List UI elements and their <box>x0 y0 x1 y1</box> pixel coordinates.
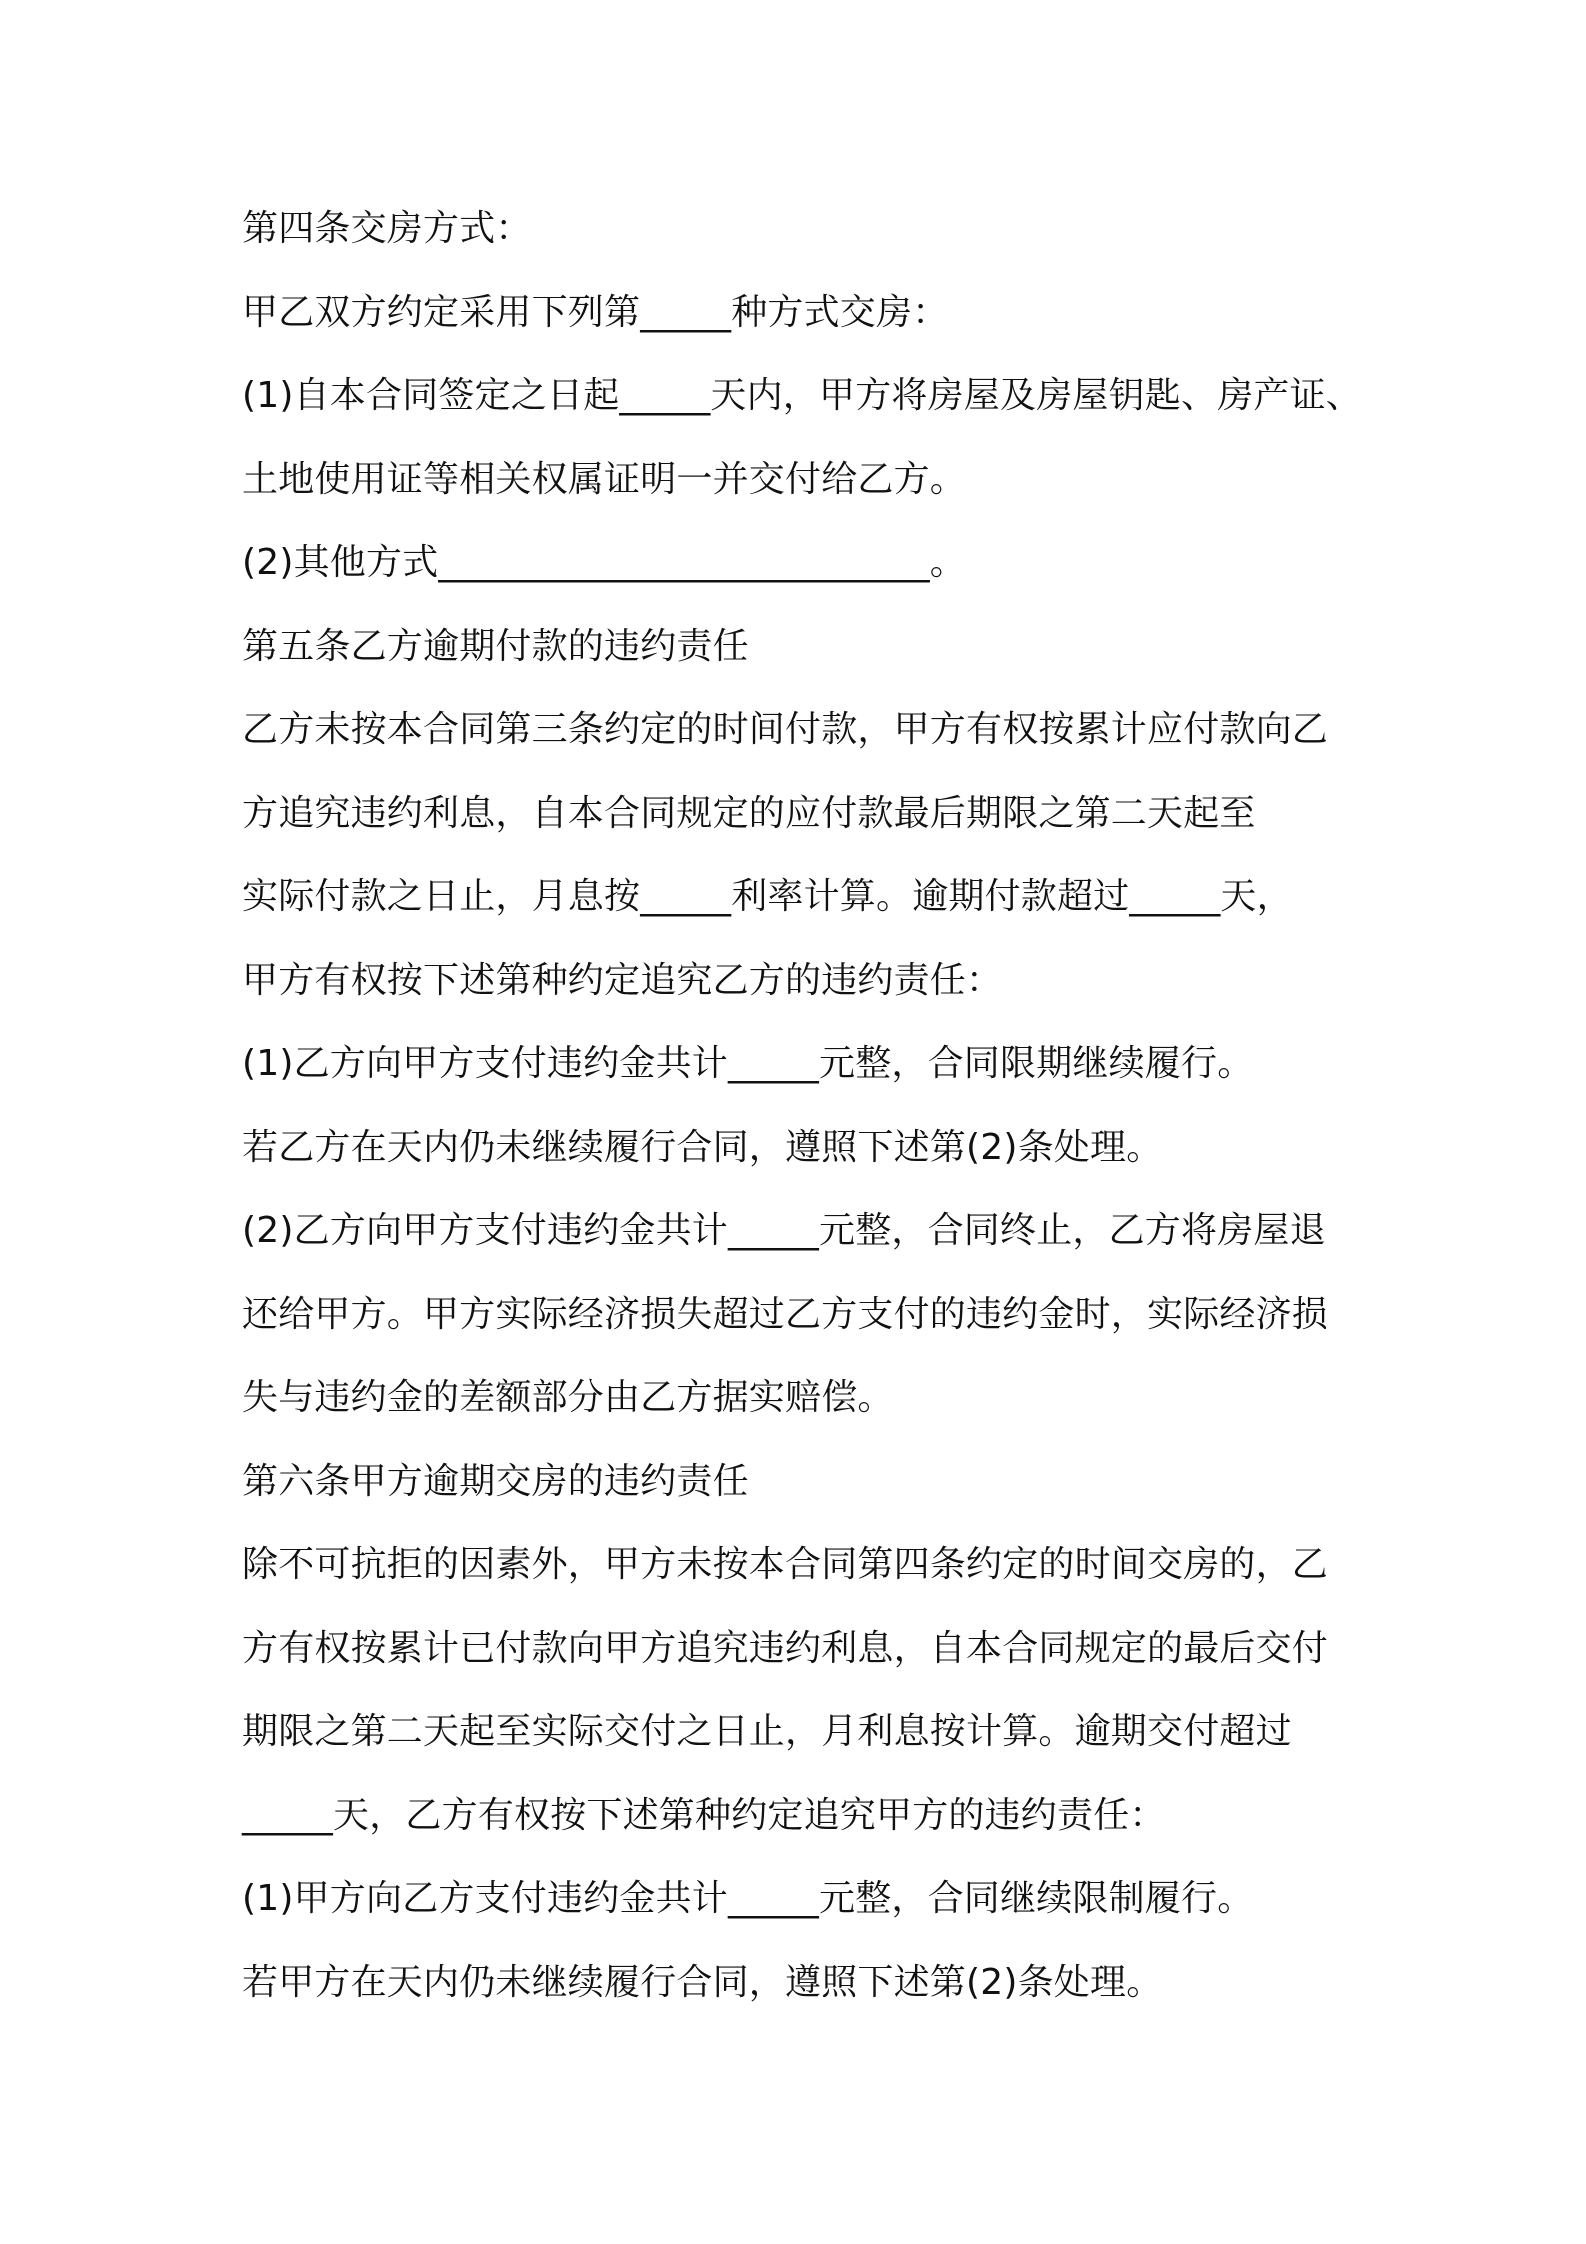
article-5-option-2-line-3: 失与违约金的差额部分由乙方据实赔偿。 <box>242 1377 894 1418</box>
article-5-text-line-4: 甲方有权按下述第种约定追究乙方的违约责任： <box>242 959 1003 1001</box>
article-6-text-line-2: 方有权按累计已付款向甲方追究违约利息，自本合同规定的最后交付 <box>242 1627 1329 1669</box>
article-5-text-line-3: 实际付款之日止，月息按_____利率计算。逾期付款超过_____天， <box>242 876 1293 917</box>
article-6-option-1: (1)甲方向乙方支付违约金共计_____元整，合同继续限制履行。 <box>242 1878 1254 1919</box>
article-4-option-1-line-1: (1)自本合同签定之日起_____天内，甲方将房屋及房屋钥匙、房产证、 <box>242 375 1362 416</box>
article-5-option-1-followup: 若乙方在天内仍未继续履行合同，遵照下述第(2)条处理。 <box>242 1126 1163 1168</box>
article-4-text-line-1: 甲乙双方约定采用下列第_____种方式交房： <box>242 291 949 333</box>
article-4-heading: 第四条交房方式： <box>242 208 532 249</box>
article-6-heading: 第六条甲方逾期交房的违约责任 <box>242 1460 749 1502</box>
article-5-text-line-2: 方追究违约利息，自本合同规定的应付款最后期限之第二天起至 <box>242 792 1256 834</box>
article-6-text-line-4: _____天，乙方有权按下述第种约定追究甲方的违约责任： <box>242 1794 1166 1836</box>
article-5-text-line-1: 乙方未按本合同第三条约定的时间付款，甲方有权按累计应付款向乙 <box>242 709 1329 750</box>
article-5-heading: 第五条乙方逾期付款的违约责任 <box>242 625 749 667</box>
article-6-option-1-followup: 若甲方在天内仍未继续履行合同，遵照下述第(2)条处理。 <box>242 1961 1163 2003</box>
article-5-option-1: (1)乙方向甲方支付违约金共计_____元整，合同限期继续履行。 <box>242 1043 1254 1084</box>
article-6-text-line-1: 除不可抗拒的因素外，甲方未按本合同第四条约定的时间交房的，乙 <box>242 1544 1329 1585</box>
article-4-option-1-line-2: 土地使用证等相关权属证明一并交付给乙方。 <box>242 458 967 500</box>
article-6-text-line-3: 期限之第二天起至实际交付之日止，月利息按计算。逾期交付超过 <box>242 1711 1292 1752</box>
contract-text-body <box>242 198 1362 2035</box>
article-5-option-2-line-1: (2)乙方向甲方支付违约金共计_____元整，合同终止，乙方将房屋退 <box>242 1210 1326 1251</box>
article-5-option-2-line-2: 还给甲方。甲方实际经济损失超过乙方支付的违约金时，实际经济损 <box>242 1293 1329 1335</box>
article-4-option-2: (2)其他方式___________________________。 <box>242 542 966 583</box>
